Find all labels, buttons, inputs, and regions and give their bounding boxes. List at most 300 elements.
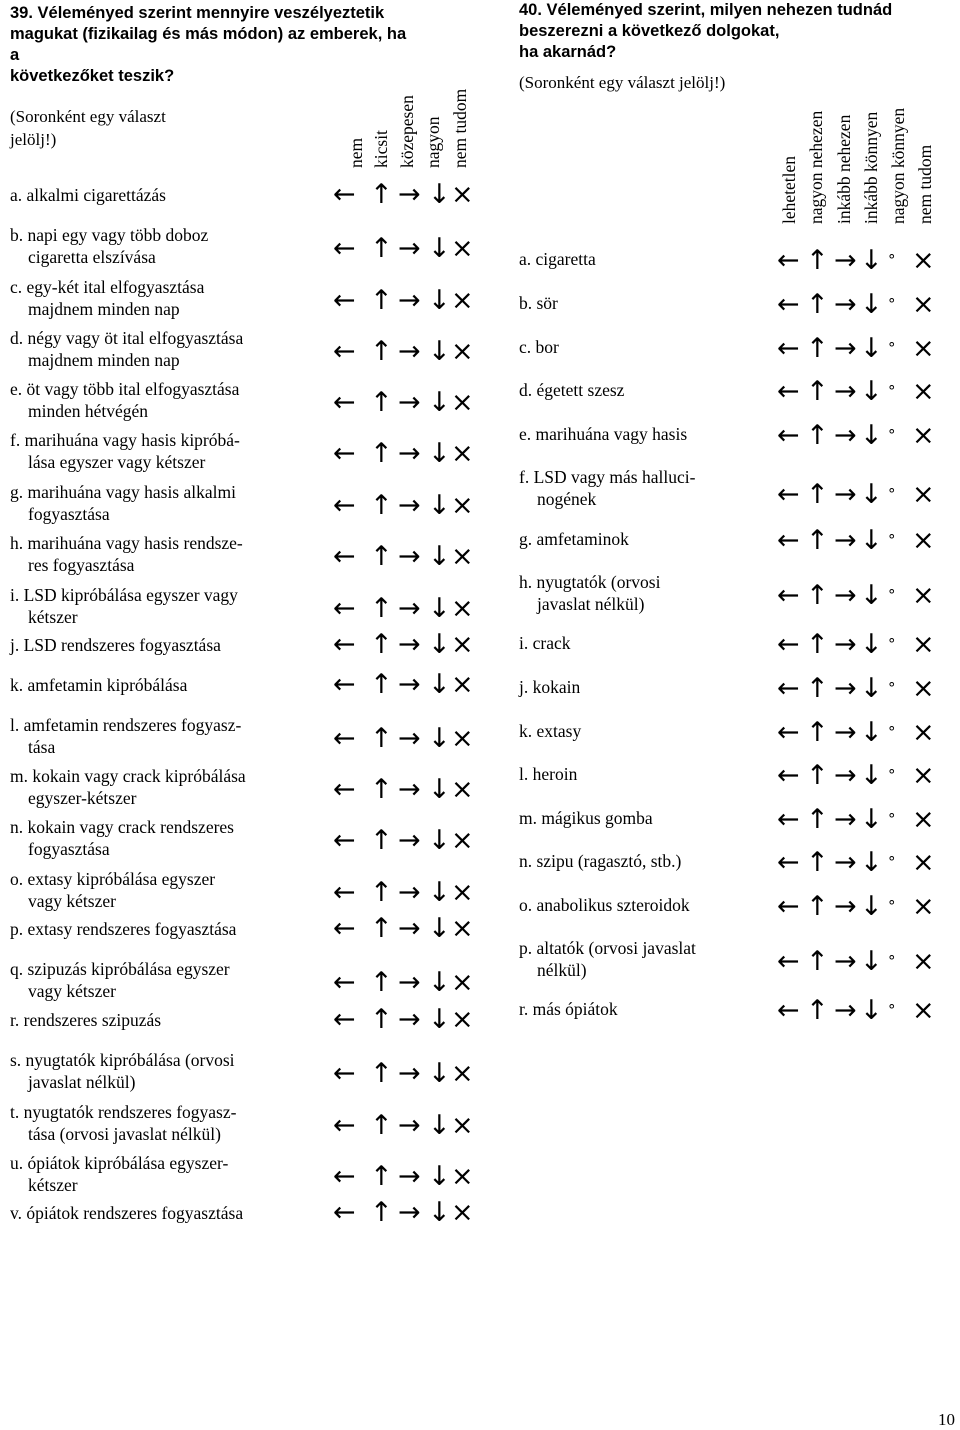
q39-col-header: kicsit (371, 130, 391, 168)
question-item (519, 807, 653, 829)
question-item (10, 714, 241, 758)
answer-option-4[interactable]: ↓ (428, 1058, 451, 1089)
question-item-text: egyszer-kétszer (28, 788, 137, 808)
answer-option-2[interactable]: ↑ (806, 376, 829, 407)
question-item-text: i. crack (519, 633, 571, 653)
answer-option-1[interactable]: ← (777, 946, 800, 977)
question-item-text: u. ópiátok kipróbálása egyszer- (10, 1153, 229, 1173)
answer-option-1[interactable]: ← (333, 669, 356, 700)
answer-option-5[interactable]: ° (888, 295, 896, 313)
answer-option-3[interactable]: → (834, 245, 857, 276)
question-item-text: p. extasy rendszeres fogyasztása (10, 919, 237, 939)
answer-option-2[interactable]: ↑ (370, 179, 393, 210)
answer-option-2[interactable]: ↑ (370, 336, 393, 367)
answer-option-4[interactable]: ↓ (428, 593, 451, 624)
q39-instruction-line: (Soronként egy választ (10, 107, 166, 126)
answer-option-3[interactable]: → (398, 1161, 421, 1192)
q39-col-header: nem tudom (450, 88, 470, 168)
answer-option-3[interactable]: → (398, 336, 421, 367)
question-item-text: h. nyugtatók (orvosi (519, 572, 661, 592)
question-item (10, 1152, 228, 1196)
answer-option-2[interactable]: ↑ (806, 289, 829, 320)
answer-option-6[interactable]: × (912, 847, 935, 878)
answer-option-5[interactable]: × (451, 629, 474, 660)
answer-option-1[interactable]: ← (777, 333, 800, 364)
answer-option-1[interactable]: ← (333, 387, 356, 418)
answer-option-1[interactable]: ← (777, 580, 800, 611)
answer-option-4[interactable]: ↓ (428, 629, 451, 660)
q39-title-line: magukat (fizikailag és más módon) az emberek, ha (10, 25, 407, 43)
answer-option-3[interactable]: → (398, 1197, 421, 1228)
answer-option-6[interactable]: × (912, 420, 935, 451)
answer-option-2[interactable]: ↑ (806, 946, 829, 977)
answer-option-1[interactable]: ← (777, 673, 800, 704)
q40-col-header: inkább könnyen (861, 111, 881, 224)
answer-option-3[interactable]: → (834, 891, 857, 922)
answer-option-2[interactable]: ↑ (806, 479, 829, 510)
question-item-text: a. alkalmi cigarettázás (10, 185, 166, 205)
answer-option-2[interactable]: ↑ (370, 774, 393, 805)
question-item (10, 584, 238, 628)
answer-option-4[interactable]: ↓ (860, 479, 883, 510)
question-item-text: a. cigaretta (519, 249, 596, 269)
answer-option-3[interactable]: → (398, 825, 421, 856)
answer-option-4[interactable]: ↓ (428, 967, 451, 998)
answer-option-3[interactable]: → (834, 760, 857, 791)
question-item-text: d. négy vagy öt ital elfogyasztása (10, 328, 244, 348)
answer-option-3[interactable]: → (834, 629, 857, 660)
question-item (519, 248, 596, 270)
answer-option-4[interactable]: ↓ (428, 877, 451, 908)
answer-option-2[interactable]: ↑ (370, 1004, 393, 1035)
q40-col-header: inkább nehezen (834, 114, 854, 224)
answer-option-2[interactable]: ↑ (370, 1110, 393, 1141)
answer-option-1[interactable]: ← (777, 420, 800, 451)
answer-option-6[interactable]: × (912, 376, 935, 407)
question-item-text: majdnem minden nap (28, 299, 180, 319)
question-item (519, 528, 629, 550)
answer-option-5[interactable]: ° (888, 952, 896, 970)
answer-option-4[interactable]: ↓ (860, 289, 883, 320)
answer-option-1[interactable]: ← (777, 479, 800, 510)
question-item-text: nogének (537, 489, 597, 509)
question-item (10, 1009, 161, 1031)
question-item-text: s. nyugtatók kipróbálása (orvosi (10, 1050, 235, 1070)
answer-option-3[interactable]: → (834, 479, 857, 510)
answer-option-6[interactable]: × (912, 333, 935, 364)
answer-option-4[interactable]: ↓ (860, 717, 883, 748)
answer-option-1[interactable]: ← (333, 438, 356, 469)
answer-option-6[interactable]: × (912, 717, 935, 748)
answer-option-3[interactable]: → (398, 723, 421, 754)
answer-option-3[interactable]: → (834, 580, 857, 611)
answer-option-2[interactable]: ↑ (806, 804, 829, 835)
answer-option-3[interactable]: → (398, 1110, 421, 1141)
answer-option-2[interactable]: ↑ (806, 891, 829, 922)
answer-option-2[interactable]: ↑ (370, 233, 393, 264)
answer-option-4[interactable]: ↓ (860, 333, 883, 364)
answer-option-5[interactable]: ° (888, 766, 896, 784)
answer-option-5[interactable]: ° (888, 635, 896, 653)
answer-option-5[interactable]: × (451, 1197, 474, 1228)
answer-option-6[interactable]: × (912, 673, 935, 704)
answer-option-5[interactable]: ° (888, 810, 896, 828)
answer-option-4[interactable]: ↓ (428, 669, 451, 700)
question-item-text: f. LSD vagy más halluci- (519, 467, 696, 487)
answer-option-2[interactable]: ↑ (370, 387, 393, 418)
answer-option-2[interactable]: ↑ (370, 629, 393, 660)
question-item (10, 958, 230, 1002)
answer-option-3[interactable]: → (398, 438, 421, 469)
answer-option-2[interactable]: ↑ (370, 669, 393, 700)
answer-option-1[interactable]: ← (333, 233, 356, 264)
answer-option-1[interactable]: ← (777, 629, 800, 660)
answer-option-1[interactable]: ← (333, 1197, 356, 1228)
answer-option-4[interactable]: ↓ (428, 179, 451, 210)
answer-option-6[interactable]: × (912, 289, 935, 320)
answer-option-1[interactable]: ← (333, 1004, 356, 1035)
answer-option-5[interactable]: ° (888, 679, 896, 697)
answer-option-6[interactable]: × (912, 525, 935, 556)
q40-col-header: nem tudom (915, 144, 935, 224)
question-item (10, 532, 243, 576)
answer-option-6[interactable]: × (912, 995, 935, 1026)
answer-option-5[interactable]: ° (888, 586, 896, 604)
answer-option-3[interactable]: → (398, 233, 421, 264)
answer-option-4[interactable]: ↓ (860, 891, 883, 922)
answer-option-2[interactable]: ↑ (806, 333, 829, 364)
question-item-text: r. más ópiátok (519, 999, 618, 1019)
answer-option-2[interactable]: ↑ (370, 1161, 393, 1192)
q39-title-line: a (10, 46, 20, 64)
question-item (10, 224, 208, 268)
answer-option-4[interactable]: ↓ (860, 420, 883, 451)
answer-option-3[interactable]: → (398, 913, 421, 944)
answer-option-5[interactable]: × (451, 179, 474, 210)
question-item (519, 763, 577, 785)
answer-option-2[interactable]: ↑ (370, 877, 393, 908)
answer-option-1[interactable]: ← (333, 541, 356, 572)
answer-option-2[interactable]: ↑ (806, 245, 829, 276)
answer-option-5[interactable]: ° (888, 382, 896, 400)
answer-option-5[interactable]: × (451, 541, 474, 572)
answer-option-5[interactable]: × (451, 285, 474, 316)
answer-option-1[interactable]: ← (333, 179, 356, 210)
question-item-text: tása (orvosi javaslat nélkül) (28, 1124, 221, 1144)
question-item (519, 379, 624, 401)
question-item (519, 292, 558, 314)
answer-option-3[interactable]: → (398, 593, 421, 624)
answer-option-4[interactable]: ↓ (860, 525, 883, 556)
answer-option-4[interactable]: ↓ (860, 760, 883, 791)
answer-option-3[interactable]: → (398, 967, 421, 998)
answer-option-4[interactable]: ↓ (428, 387, 451, 418)
q40-instruction: (Soronként egy választ jelölj!) (519, 73, 726, 92)
question-item-text: e. öt vagy több ital elfogyasztása (10, 379, 240, 399)
answer-option-1[interactable]: ← (333, 490, 356, 521)
answer-option-1[interactable]: ← (777, 376, 800, 407)
answer-option-3[interactable]: → (398, 1058, 421, 1089)
q39-title (10, 3, 470, 87)
q40-title-line: 40. Véleményed szerint, milyen nehezen tudnád (519, 1, 893, 19)
q40-col-header: nagyon könnyen (888, 107, 908, 224)
answer-option-5[interactable]: × (451, 967, 474, 998)
answer-option-1[interactable]: ← (333, 967, 356, 998)
question-item-text: vagy kétszer (28, 891, 116, 911)
answer-option-2[interactable]: ↑ (806, 995, 829, 1026)
answer-option-2[interactable]: ↑ (806, 629, 829, 660)
answer-option-3[interactable]: → (834, 804, 857, 835)
answer-option-2[interactable]: ↑ (806, 847, 829, 878)
question-item (10, 378, 239, 422)
answer-option-1[interactable]: ← (333, 913, 356, 944)
answer-option-4[interactable]: ↓ (428, 1110, 451, 1141)
answer-option-6[interactable]: × (912, 245, 935, 276)
answer-option-4[interactable]: ↓ (860, 629, 883, 660)
answer-option-4[interactable]: ↓ (860, 946, 883, 977)
answer-option-2[interactable]: ↑ (370, 967, 393, 998)
question-item-text: e. marihuána vagy hasis (519, 424, 688, 444)
answer-option-4[interactable]: ↓ (428, 1161, 451, 1192)
question-item (519, 894, 690, 916)
answer-option-2[interactable]: ↑ (370, 541, 393, 572)
q39-title-line: 39. Véleményed szerint mennyire veszélyeztetik (10, 4, 385, 22)
answer-option-4[interactable]: ↓ (428, 1197, 451, 1228)
answer-option-4[interactable]: ↓ (860, 673, 883, 704)
question-item (519, 850, 681, 872)
answer-option-6[interactable]: × (912, 479, 935, 510)
answer-option-3[interactable]: → (398, 774, 421, 805)
answer-option-2[interactable]: ↑ (370, 913, 393, 944)
q39-col-header: közepesen (397, 95, 417, 168)
answer-option-3[interactable]: → (834, 717, 857, 748)
answer-option-1[interactable]: ← (777, 289, 800, 320)
answer-option-4[interactable]: ↓ (428, 774, 451, 805)
answer-option-2[interactable]: ↑ (370, 490, 393, 521)
answer-option-6[interactable]: × (912, 946, 935, 977)
answer-option-5[interactable]: × (451, 490, 474, 521)
question-item-text: vagy kétszer (28, 981, 116, 1001)
answer-option-5[interactable]: ° (888, 426, 896, 444)
question-item-text: q. szipuzás kipróbálása egyszer (10, 959, 230, 979)
answer-option-3[interactable]: → (834, 525, 857, 556)
answer-option-1[interactable]: ← (777, 804, 800, 835)
answer-option-2[interactable]: ↑ (370, 593, 393, 624)
question-item-text: majdnem minden nap (28, 350, 180, 370)
answer-option-1[interactable]: ← (333, 1058, 356, 1089)
answer-option-3[interactable]: → (398, 669, 421, 700)
answer-option-3[interactable]: → (834, 995, 857, 1026)
question-item-text: h. marihuána vagy hasis rendsze- (10, 533, 243, 553)
question-item-text: javaslat nélkül) (28, 1072, 136, 1092)
q39-instruction (10, 105, 166, 151)
question-item-text: j. LSD rendszeres fogyasztása (10, 635, 221, 655)
answer-option-1[interactable]: ← (777, 891, 800, 922)
question-item-text: v. ópiátok rendszeres fogyasztása (10, 1203, 244, 1223)
question-item-text: b. sör (519, 293, 558, 313)
answer-option-1[interactable]: ← (333, 629, 356, 660)
answer-option-1[interactable]: ← (333, 593, 356, 624)
answer-option-5[interactable]: ° (888, 897, 896, 915)
q40-title (519, 0, 959, 63)
answer-option-4[interactable]: ↓ (428, 233, 451, 264)
answer-option-2[interactable]: ↑ (370, 1058, 393, 1089)
answer-option-4[interactable]: ↓ (428, 285, 451, 316)
answer-option-4[interactable]: ↓ (860, 804, 883, 835)
answer-option-5[interactable]: × (451, 774, 474, 805)
answer-option-4[interactable]: ↓ (428, 541, 451, 572)
question-item (519, 632, 571, 654)
answer-option-4[interactable]: ↓ (428, 336, 451, 367)
question-item-text: kétszer (28, 1175, 78, 1195)
answer-option-6[interactable]: × (912, 804, 935, 835)
answer-option-2[interactable]: ↑ (806, 525, 829, 556)
question-item-text: g. marihuána vagy hasis alkalmi (10, 482, 236, 502)
question-item-text: j. kokain (519, 677, 581, 697)
answer-option-5[interactable]: × (451, 438, 474, 469)
answer-option-5[interactable]: × (451, 1004, 474, 1035)
q39-col-header: nagyon (423, 116, 443, 168)
question-item-text: m. mágikus gomba (519, 808, 653, 828)
answer-option-3[interactable]: → (834, 333, 857, 364)
question-item (10, 481, 236, 525)
answer-option-3[interactable]: → (834, 847, 857, 878)
answer-option-3[interactable]: → (834, 376, 857, 407)
answer-option-3[interactable]: → (398, 1004, 421, 1035)
answer-option-2[interactable]: ↑ (370, 825, 393, 856)
question-item-text: minden hétvégén (28, 401, 149, 421)
answer-option-5[interactable]: × (451, 825, 474, 856)
answer-option-1[interactable]: ← (333, 723, 356, 754)
answer-option-5[interactable]: ° (888, 339, 896, 357)
answer-option-5[interactable]: × (451, 233, 474, 264)
answer-option-4[interactable]: ↓ (860, 245, 883, 276)
answer-option-5[interactable]: × (451, 1058, 474, 1089)
question-item (10, 918, 236, 940)
question-item-text: c. egy-két ital elfogyasztása (10, 277, 205, 297)
answer-option-5[interactable]: ° (888, 485, 896, 503)
question-item (10, 634, 221, 656)
answer-option-5[interactable]: ° (888, 251, 896, 269)
answer-option-4[interactable]: ↓ (428, 490, 451, 521)
answer-option-3[interactable]: → (398, 285, 421, 316)
answer-option-5[interactable]: ° (888, 1001, 896, 1019)
answer-option-5[interactable]: × (451, 913, 474, 944)
answer-option-3[interactable]: → (398, 179, 421, 210)
question-item (519, 571, 660, 615)
page-number: 10 (938, 1410, 955, 1429)
answer-option-1[interactable]: ← (777, 995, 800, 1026)
answer-option-2[interactable]: ↑ (806, 580, 829, 611)
question-item-text: tása (28, 737, 56, 757)
answer-option-1[interactable]: ← (777, 847, 800, 878)
q39-col-header: nem (346, 137, 366, 168)
answer-option-4[interactable]: ↓ (428, 438, 451, 469)
answer-option-3[interactable]: → (398, 629, 421, 660)
question-item-text: javaslat nélkül) (537, 594, 645, 614)
answer-option-3[interactable]: → (834, 289, 857, 320)
answer-option-1[interactable]: ← (333, 774, 356, 805)
answer-option-3[interactable]: → (834, 946, 857, 977)
answer-option-5[interactable]: × (451, 723, 474, 754)
question-item-text: res fogyasztása (28, 555, 135, 575)
answer-option-4[interactable]: ↓ (860, 376, 883, 407)
question-item-text: k. amfetamin kipróbálása (10, 675, 188, 695)
question-item (519, 466, 695, 510)
question-item-text: fogyasztása (28, 839, 110, 859)
question-item (519, 676, 580, 698)
answer-option-1[interactable]: ← (777, 717, 800, 748)
answer-option-4[interactable]: ↓ (428, 723, 451, 754)
answer-option-5[interactable]: × (451, 336, 474, 367)
answer-option-4[interactable]: ↓ (860, 847, 883, 878)
answer-option-5[interactable]: × (451, 593, 474, 624)
answer-option-2[interactable]: ↑ (370, 438, 393, 469)
answer-option-3[interactable]: → (398, 877, 421, 908)
answer-option-4[interactable]: ↓ (860, 580, 883, 611)
question-item-text: l. heroin (519, 764, 578, 784)
answer-option-2[interactable]: ↑ (370, 1197, 393, 1228)
answer-option-4[interactable]: ↓ (860, 995, 883, 1026)
answer-option-5[interactable]: ° (888, 531, 896, 549)
question-item (10, 674, 187, 696)
answer-option-1[interactable]: ← (333, 825, 356, 856)
answer-option-3[interactable]: → (398, 490, 421, 521)
answer-option-1[interactable]: ← (777, 245, 800, 276)
answer-option-2[interactable]: ↑ (370, 285, 393, 316)
answer-option-5[interactable]: ° (888, 723, 896, 741)
question-item (519, 720, 581, 742)
answer-option-2[interactable]: ↑ (806, 420, 829, 451)
answer-option-2[interactable]: ↑ (370, 723, 393, 754)
answer-option-3[interactable]: → (834, 420, 857, 451)
answer-option-1[interactable]: ← (333, 877, 356, 908)
answer-option-5[interactable]: ° (888, 853, 896, 871)
answer-option-2[interactable]: ↑ (806, 717, 829, 748)
answer-option-6[interactable]: × (912, 760, 935, 791)
answer-option-1[interactable]: ← (333, 1110, 356, 1141)
answer-option-1[interactable]: ← (777, 760, 800, 791)
answer-option-5[interactable]: × (451, 877, 474, 908)
answer-option-5[interactable]: × (451, 1110, 474, 1141)
question-item-text: i. LSD kipróbálása egyszer vagy (10, 585, 238, 605)
answer-option-1[interactable]: ← (333, 336, 356, 367)
answer-option-4[interactable]: ↓ (428, 913, 451, 944)
question-item-text: r. rendszeres szipuzás (10, 1010, 162, 1030)
question-item-text: lása egyszer vagy kétszer (28, 452, 206, 472)
answer-option-3[interactable]: → (398, 387, 421, 418)
answer-option-1[interactable]: ← (333, 1161, 356, 1192)
question-item-text: fogyasztása (28, 504, 110, 524)
answer-option-1[interactable]: ← (777, 525, 800, 556)
question-item-text: m. kokain vagy crack kipróbálása (10, 766, 246, 786)
answer-option-3[interactable]: → (398, 541, 421, 572)
question-item-text: g. amfetaminok (519, 529, 629, 549)
answer-option-6[interactable]: × (912, 891, 935, 922)
answer-option-4[interactable]: ↓ (428, 1004, 451, 1035)
answer-option-5[interactable]: × (451, 1161, 474, 1192)
answer-option-5[interactable]: × (451, 669, 474, 700)
answer-option-3[interactable]: → (834, 673, 857, 704)
answer-option-2[interactable]: ↑ (806, 760, 829, 791)
answer-option-6[interactable]: × (912, 580, 935, 611)
answer-option-5[interactable]: × (451, 387, 474, 418)
question-item-text: t. nyugtatók rendszeres fogyasz- (10, 1102, 237, 1122)
answer-option-4[interactable]: ↓ (428, 825, 451, 856)
answer-option-1[interactable]: ← (333, 285, 356, 316)
answer-option-6[interactable]: × (912, 629, 935, 660)
answer-option-2[interactable]: ↑ (806, 673, 829, 704)
